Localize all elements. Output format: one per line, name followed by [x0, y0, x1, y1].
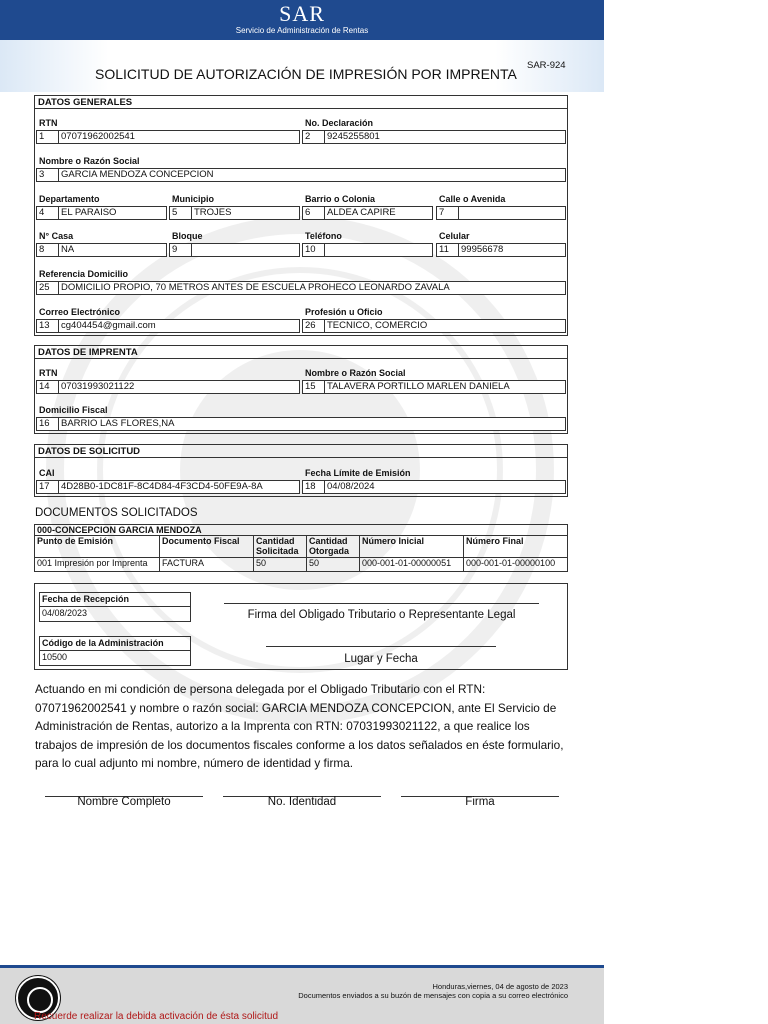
- field-value: TECNICO, COMERCIO: [327, 320, 428, 331]
- field-number: 26: [303, 320, 325, 332]
- fecha-recepcion-value: 04/08/2023: [42, 608, 88, 618]
- municipio-label: Municipio: [172, 194, 214, 204]
- fecha-recepcion-label: Fecha de Recepción: [40, 593, 190, 607]
- correo-label: Correo Electrónico: [39, 307, 121, 317]
- field-value: 07031993021122: [61, 381, 135, 392]
- field-number: 11: [437, 244, 459, 256]
- lugar-fecha-label: Lugar y Fecha: [344, 653, 418, 665]
- field-number: 16: [37, 418, 59, 430]
- referencia-label: Referencia Domicilio: [39, 269, 129, 279]
- barrio-label: Barrio o Colonia: [305, 194, 376, 204]
- cai-field: [36, 480, 300, 494]
- nombre-label: Nombre o Razón Social: [39, 156, 140, 166]
- declaracion-label: No. Declaración: [305, 118, 374, 128]
- imprenta-nombre-label: Nombre o Razón Social: [305, 368, 406, 378]
- field-value: 9245255801: [327, 131, 380, 142]
- field-value: TROJES: [194, 207, 232, 218]
- column-header: Documento Fiscal: [160, 536, 254, 558]
- casa-label: N° Casa: [39, 231, 74, 241]
- imprenta-rtn-label: RTN: [39, 368, 58, 378]
- field-value: EL PARAISO: [61, 207, 117, 218]
- documentos-label: DOCUMENTOS SOLICITADOS: [35, 507, 198, 519]
- field-number: 10: [303, 244, 325, 256]
- rtn-field: [36, 130, 300, 144]
- column-header: Punto de Emisión: [35, 536, 160, 558]
- field-value: TALAVERA PORTILLO MARLEN DANIELA: [327, 381, 510, 392]
- domicilio-fiscal-label: Domicilio Fiscal: [39, 405, 108, 415]
- domicilio-fiscal-field: [36, 417, 566, 431]
- field-number: 2: [303, 131, 325, 143]
- field-number: 18: [303, 481, 325, 493]
- referencia-field: [36, 281, 566, 295]
- departamento-label: Departamento: [39, 194, 100, 204]
- sar-logo: SAR: [279, 1, 325, 26]
- firma-line: [224, 603, 539, 604]
- field-value: [325, 244, 327, 256]
- table-cell: 000-001-01-00000051: [360, 558, 464, 572]
- nombre-completo-label: Nombre Completo: [77, 796, 171, 808]
- document-title: SOLICITUD DE AUTORIZACIÓN DE IMPRESIÓN POR IMPRENTA: [95, 66, 517, 82]
- calle-label: Calle o Avenida: [439, 194, 506, 204]
- field-number: 8: [37, 244, 59, 256]
- documentos-table: [34, 524, 568, 572]
- calle-field: [436, 206, 566, 220]
- field-number: 5: [170, 207, 192, 219]
- field-value: GARCIA MENDOZA CONCEPCION: [61, 169, 214, 180]
- field-value: DOMICILIO PROPIO, 70 METROS ANTES DE ESCUELA PROHECO LEONARDO ZAVALA: [61, 282, 450, 293]
- section-heading: DATOS DE IMPRENTA: [35, 346, 567, 359]
- telefono-field: [302, 243, 433, 257]
- firma-obligado-label: Firma del Obligado Tributario o Representante Legal: [247, 609, 516, 621]
- field-number: 7: [437, 207, 459, 219]
- field-value: NA: [61, 244, 75, 255]
- footer-date: Honduras,viernes, 04 de agosto de 2023: [432, 982, 568, 991]
- declaracion-field: [302, 130, 566, 144]
- codigo-administracion-value: 10500: [42, 652, 68, 662]
- telefono-label: Teléfono: [305, 231, 342, 241]
- column-header: Cantidad Solicitada: [254, 536, 307, 558]
- field-number: 14: [37, 381, 59, 393]
- field-number: 1: [37, 131, 59, 143]
- footer-message: Documentos enviados a su buzón de mensajes con copia a su correo electrónico: [298, 991, 568, 1000]
- field-number: 25: [37, 282, 59, 294]
- rtn-label: RTN: [39, 118, 58, 128]
- firma-signature-label: Firma: [465, 796, 495, 808]
- footer: [0, 965, 604, 1024]
- field-value: 4D28B0-1DC81F-8C4D84-4F3CD4-50FE9A-8A: [61, 481, 263, 492]
- fecha-recepcion-box: [39, 592, 191, 622]
- codigo-administracion-label: Código de la Administración: [40, 637, 190, 651]
- nombre-field: [36, 168, 566, 182]
- imprenta-nombre-field: [302, 380, 566, 394]
- casa-field: [36, 243, 167, 257]
- field-value: 04/08/2024: [327, 481, 375, 492]
- profesion-label: Profesión u Oficio: [305, 307, 383, 317]
- profesion-field: [302, 319, 566, 333]
- field-number: 13: [37, 320, 59, 332]
- table-title: 000-CONCEPCION GARCIA MENDOZA: [35, 525, 568, 536]
- fecha-limite-field: [302, 480, 566, 494]
- municipio-field: [169, 206, 300, 220]
- table-cell: 50: [307, 558, 360, 572]
- celular-label: Celular: [439, 231, 470, 241]
- field-value: BARRIO LAS FLORES,NA: [61, 418, 175, 429]
- bloque-field: [169, 243, 300, 257]
- bloque-label: Bloque: [172, 231, 203, 241]
- table-cell: 000-001-01-00000100: [464, 558, 568, 572]
- column-header: Número Final: [464, 536, 568, 558]
- field-number: 15: [303, 381, 325, 393]
- column-header: Número Inicial: [360, 536, 464, 558]
- departamento-field: [36, 206, 167, 220]
- field-number: 4: [37, 207, 59, 219]
- table-cell: 001 Impresión por Imprenta: [35, 558, 160, 572]
- field-number: 6: [303, 207, 325, 219]
- field-value: cg404454@gmail.com: [61, 320, 156, 331]
- celular-field: [436, 243, 566, 257]
- codigo-administracion-box: [39, 636, 191, 666]
- lugar-line: [266, 646, 496, 647]
- field-value: 99956678: [461, 244, 504, 255]
- table-cell: FACTURA: [160, 558, 254, 572]
- section-heading: DATOS GENERALES: [35, 96, 567, 109]
- field-number: 17: [37, 481, 59, 493]
- section-heading: DATOS DE SOLICITUD: [35, 445, 567, 458]
- fecha-limite-label: Fecha Límite de Emisión: [305, 468, 411, 478]
- imprenta-rtn-field: [36, 380, 300, 394]
- form-code: SAR-924: [527, 60, 566, 71]
- field-value: [459, 207, 461, 219]
- field-number: 3: [37, 169, 59, 181]
- barrio-field: [302, 206, 433, 220]
- column-header: Cantidad Otorgada: [307, 536, 360, 558]
- field-value: 07071962002541: [61, 131, 135, 142]
- table-cell: 50: [254, 558, 307, 572]
- sar-subtitle: Servicio de Administración de Rentas: [235, 26, 369, 35]
- identidad-label: No. Identidad: [267, 796, 337, 808]
- field-value: [192, 244, 194, 256]
- field-number: 9: [170, 244, 192, 256]
- autorizacion-paragraph: Actuando en mi condición de persona delegada por el Obligado Tributario con el RTN: 07071962002541 y nombre o razón social: GARCIA MENDOZA CONCEPCION, ante El Servicio de Administración de Rentas, autorizo a la Imprenta con RTN: 07031993021122, a que realice los trabajos de impresión de los documentos fiscales conforme a los datos señalados en éste formulario, para lo cual adjunto mi nombre, número de identidad y firma.: [35, 682, 564, 770]
- activation-warning: Recuerde realizar la debida activación de ésta solicitud: [34, 1011, 279, 1022]
- cai-label: CAI: [39, 468, 55, 478]
- correo-field: [36, 319, 300, 333]
- field-value: ALDEA CAPIRE: [327, 207, 396, 218]
- table-row: [35, 558, 568, 572]
